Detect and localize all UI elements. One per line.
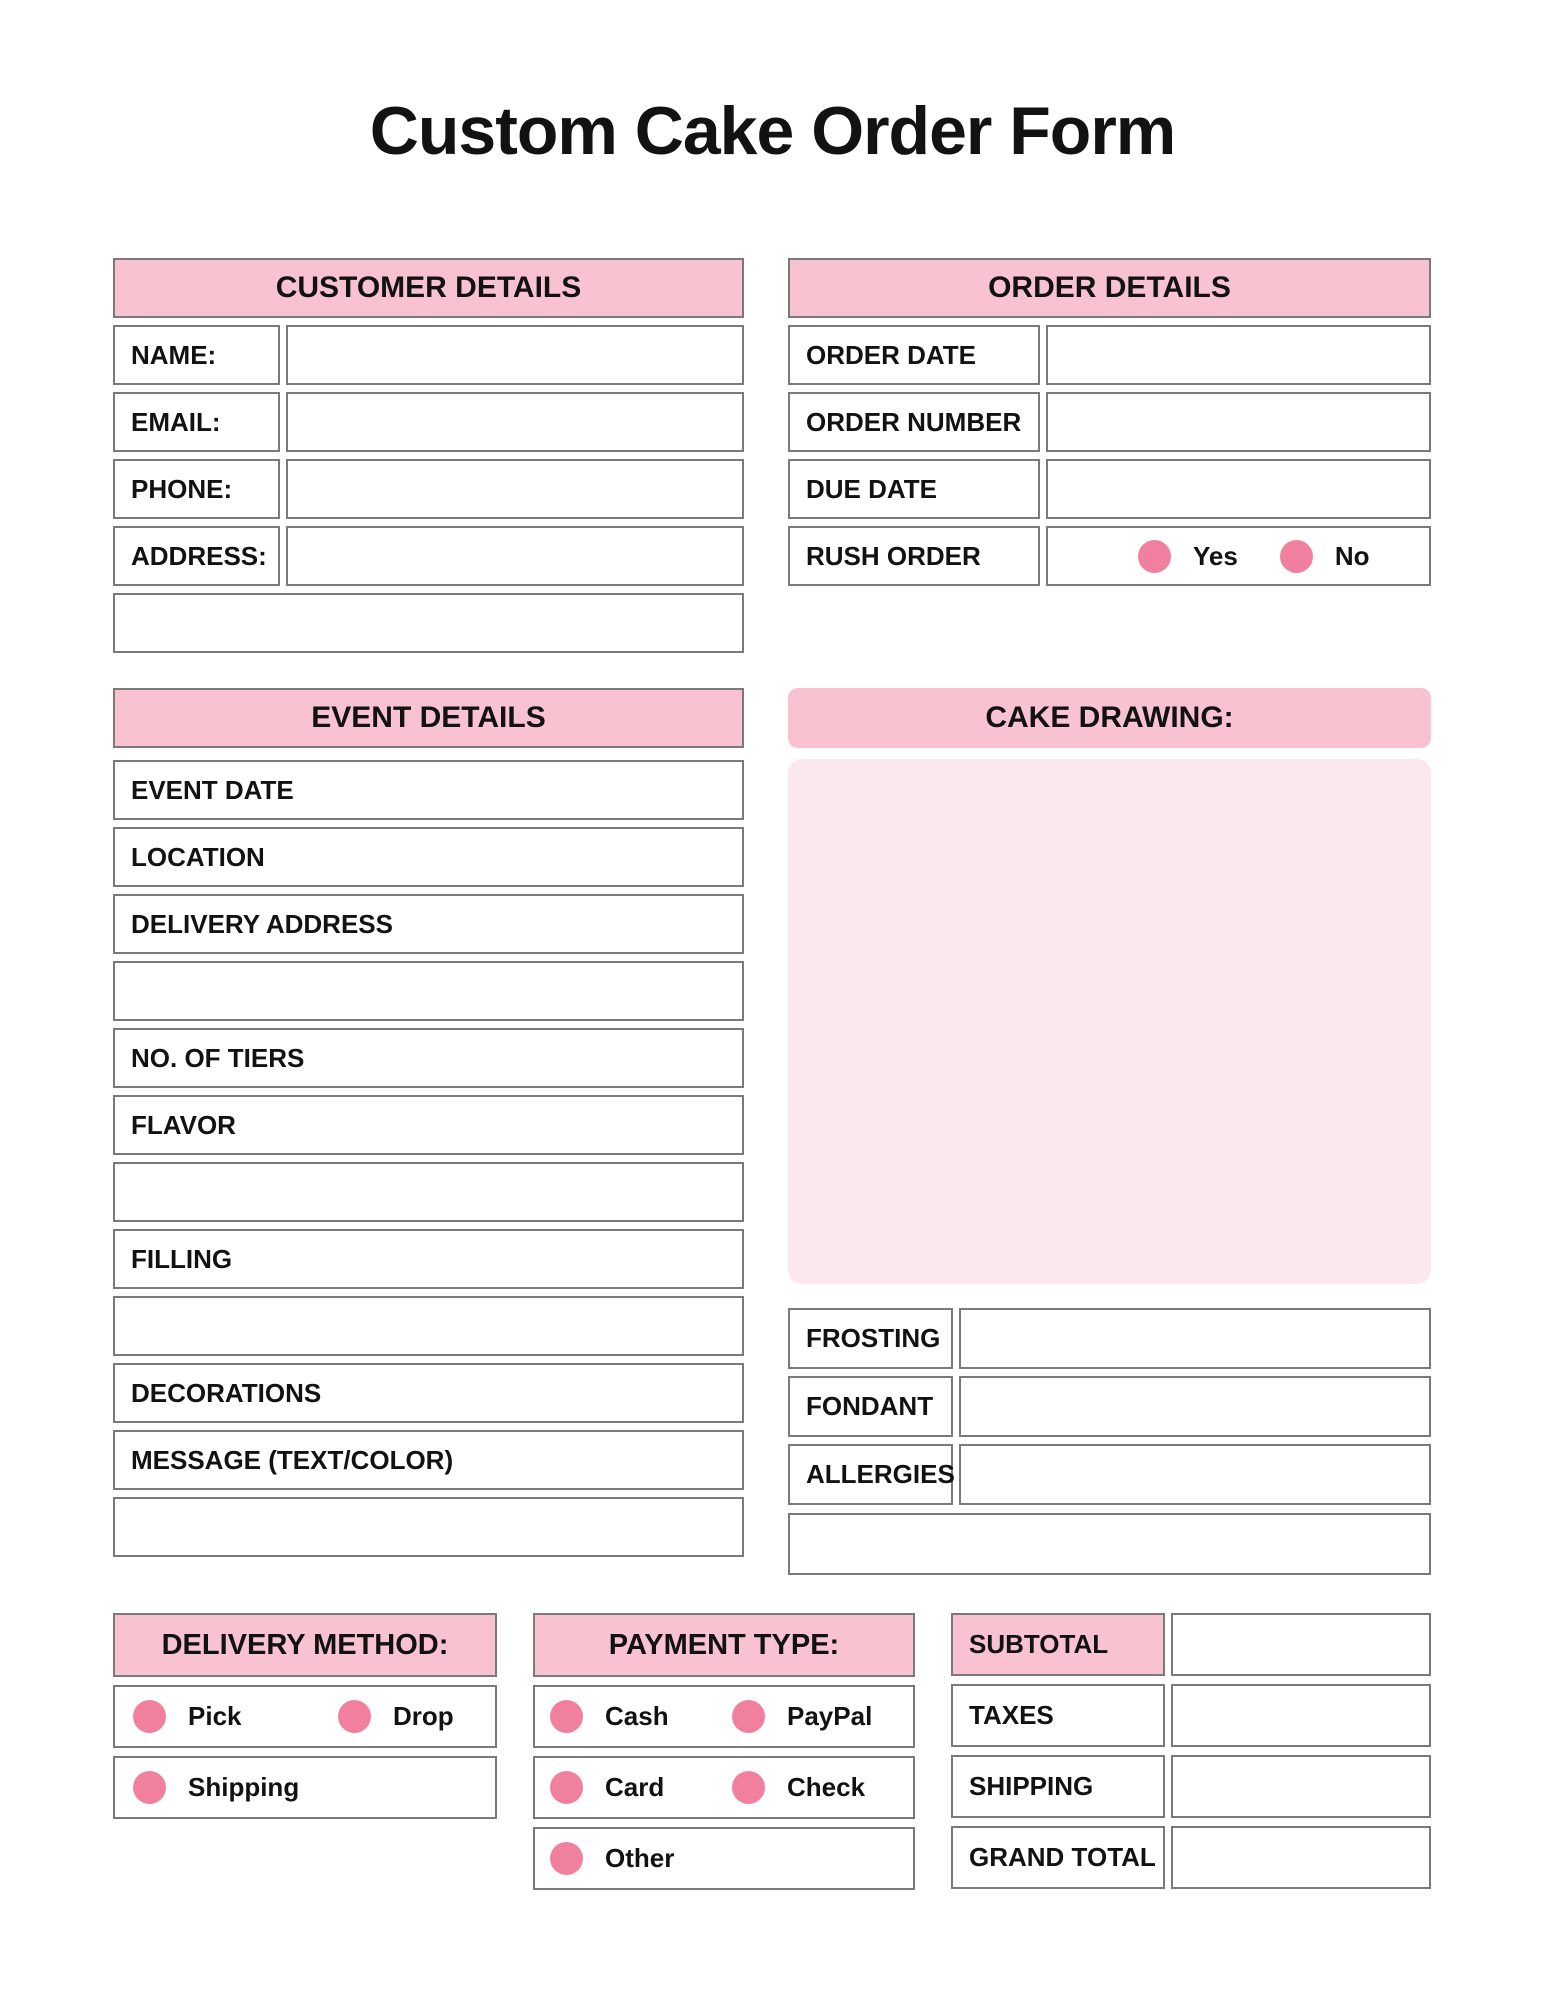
- rush-order-options: [1046, 526, 1431, 586]
- payment-paypal-label: PayPal: [787, 1701, 873, 1731]
- due-date-label: DUE DATE: [788, 459, 1040, 519]
- grand-total-label: GRAND TOTAL: [951, 1826, 1165, 1889]
- message-extra-input[interactable]: [113, 1497, 744, 1557]
- customer-details-header: CUSTOMER DETAILS: [113, 258, 744, 318]
- grand-total-input[interactable]: [1171, 1826, 1431, 1889]
- order-number-input[interactable]: [1046, 392, 1431, 452]
- delivery-address-field[interactable]: DELIVERY ADDRESS: [113, 894, 744, 954]
- order-date-label: ORDER DATE: [788, 325, 1040, 385]
- payment-type-header: PAYMENT TYPE:: [533, 1613, 915, 1677]
- specs-notes-input[interactable]: [788, 1513, 1431, 1575]
- due-date-row: [788, 459, 1431, 519]
- decorations-field[interactable]: DECORATIONS: [113, 1363, 744, 1423]
- flavor-extra-input[interactable]: [113, 1162, 744, 1222]
- phone-field-input[interactable]: [286, 459, 744, 519]
- delivery-method-header: DELIVERY METHOD:: [113, 1613, 497, 1677]
- payment-card-label: Card: [605, 1772, 665, 1802]
- payment-check-option[interactable]: [732, 1771, 865, 1804]
- flavor-field[interactable]: FLAVOR: [113, 1095, 744, 1155]
- allergies-label: ALLERGIES: [788, 1444, 953, 1505]
- cake-drawing-section: [788, 688, 1431, 1575]
- name-field-row: [113, 325, 744, 385]
- order-details-header: ORDER DETAILS: [788, 258, 1431, 318]
- subtotal-input[interactable]: [1171, 1613, 1431, 1676]
- rush-order-label: RUSH ORDER: [788, 526, 1040, 586]
- payment-cash-option[interactable]: [550, 1700, 732, 1733]
- order-details-section: [788, 258, 1431, 593]
- payment-options-row-3: [533, 1827, 915, 1890]
- radio-dot-icon[interactable]: [133, 1771, 166, 1804]
- totals-section: [951, 1613, 1431, 1896]
- subtotal-label: SUBTOTAL: [951, 1613, 1165, 1676]
- payment-check-label: Check: [787, 1772, 866, 1802]
- rush-order-no-option[interactable]: [1280, 540, 1370, 573]
- taxes-row: [951, 1684, 1431, 1747]
- delivery-drop-option[interactable]: [338, 1700, 454, 1733]
- shipping-input[interactable]: [1171, 1755, 1431, 1818]
- subtotal-row: [951, 1613, 1431, 1676]
- payment-paypal-option[interactable]: [732, 1700, 872, 1733]
- no-of-tiers-field[interactable]: NO. OF TIERS: [113, 1028, 744, 1088]
- grand-total-row: [951, 1826, 1431, 1889]
- email-field-label: EMAIL:: [113, 392, 280, 452]
- radio-dot-icon[interactable]: [550, 1700, 583, 1733]
- allergies-input[interactable]: [959, 1444, 1431, 1505]
- fondant-row: [788, 1376, 1431, 1437]
- page-title: Custom Cake Order Form: [369, 93, 1176, 169]
- event-details-header: EVENT DETAILS: [113, 688, 744, 748]
- delivery-address-extra-input[interactable]: [113, 961, 744, 1021]
- rush-order-no-label: No: [1334, 540, 1370, 571]
- radio-dot-icon[interactable]: [732, 1771, 765, 1804]
- location-field[interactable]: LOCATION: [113, 827, 744, 887]
- radio-dot-icon[interactable]: [550, 1771, 583, 1804]
- shipping-row: [951, 1755, 1431, 1818]
- frosting-input[interactable]: [959, 1308, 1431, 1369]
- address-field-row: [113, 526, 744, 586]
- phone-field-row: [113, 459, 744, 519]
- delivery-pick-label: Pick: [188, 1701, 242, 1731]
- radio-dot-icon[interactable]: [1280, 540, 1313, 573]
- radio-dot-icon[interactable]: [133, 1700, 166, 1733]
- rush-order-row: [788, 526, 1431, 586]
- name-field-label: NAME:: [113, 325, 280, 385]
- payment-other-option[interactable]: [550, 1842, 674, 1875]
- event-date-field[interactable]: EVENT DATE: [113, 760, 744, 820]
- customer-details-section: [113, 258, 744, 653]
- fondant-input[interactable]: [959, 1376, 1431, 1437]
- delivery-shipping-option[interactable]: [133, 1771, 299, 1804]
- address-field-label: ADDRESS:: [113, 526, 280, 586]
- payment-cash-label: Cash: [605, 1701, 669, 1731]
- customer-notes-input[interactable]: [113, 593, 744, 653]
- cake-drawing-header: CAKE DRAWING:: [788, 688, 1431, 748]
- radio-dot-icon[interactable]: [732, 1700, 765, 1733]
- delivery-shipping-label: Shipping: [188, 1772, 300, 1802]
- frosting-row: [788, 1308, 1431, 1369]
- name-field-input[interactable]: [286, 325, 744, 385]
- allergies-row: [788, 1444, 1431, 1505]
- email-field-row: [113, 392, 744, 452]
- delivery-options-row-1: [113, 1685, 497, 1748]
- payment-options-row-1: [533, 1685, 915, 1748]
- payment-other-label: Other: [605, 1843, 675, 1873]
- taxes-input[interactable]: [1171, 1684, 1431, 1747]
- delivery-method-section: [113, 1613, 497, 1819]
- filling-extra-input[interactable]: [113, 1296, 744, 1356]
- cake-drawing-area[interactable]: [788, 759, 1431, 1284]
- radio-dot-icon[interactable]: [550, 1842, 583, 1875]
- phone-field-label: PHONE:: [113, 459, 280, 519]
- taxes-label: TAXES: [951, 1684, 1165, 1747]
- address-field-input[interactable]: [286, 526, 744, 586]
- rush-order-yes-label: Yes: [1193, 540, 1238, 571]
- payment-options-row-2: [533, 1756, 915, 1819]
- event-details-section: [113, 688, 744, 1564]
- fondant-label: FONDANT: [788, 1376, 953, 1437]
- order-date-row: [788, 325, 1431, 385]
- filling-field[interactable]: FILLING: [113, 1229, 744, 1289]
- order-number-row: [788, 392, 1431, 452]
- due-date-input[interactable]: [1046, 459, 1431, 519]
- shipping-label: SHIPPING: [951, 1755, 1165, 1818]
- order-date-input[interactable]: [1046, 325, 1431, 385]
- email-field-input[interactable]: [286, 392, 744, 452]
- order-number-label: ORDER NUMBER: [788, 392, 1040, 452]
- delivery-options-row-2: [113, 1756, 497, 1819]
- rush-order-yes-option[interactable]: [1138, 540, 1238, 573]
- radio-dot-icon[interactable]: [338, 1700, 371, 1733]
- delivery-drop-label: Drop: [393, 1701, 454, 1731]
- delivery-pick-option[interactable]: [133, 1700, 338, 1733]
- payment-type-section: [533, 1613, 915, 1890]
- frosting-label: FROSTING: [788, 1308, 953, 1369]
- payment-card-option[interactable]: [550, 1771, 732, 1804]
- radio-dot-icon[interactable]: [1138, 540, 1171, 573]
- message-text-color-field[interactable]: MESSAGE (TEXT/COLOR): [113, 1430, 744, 1490]
